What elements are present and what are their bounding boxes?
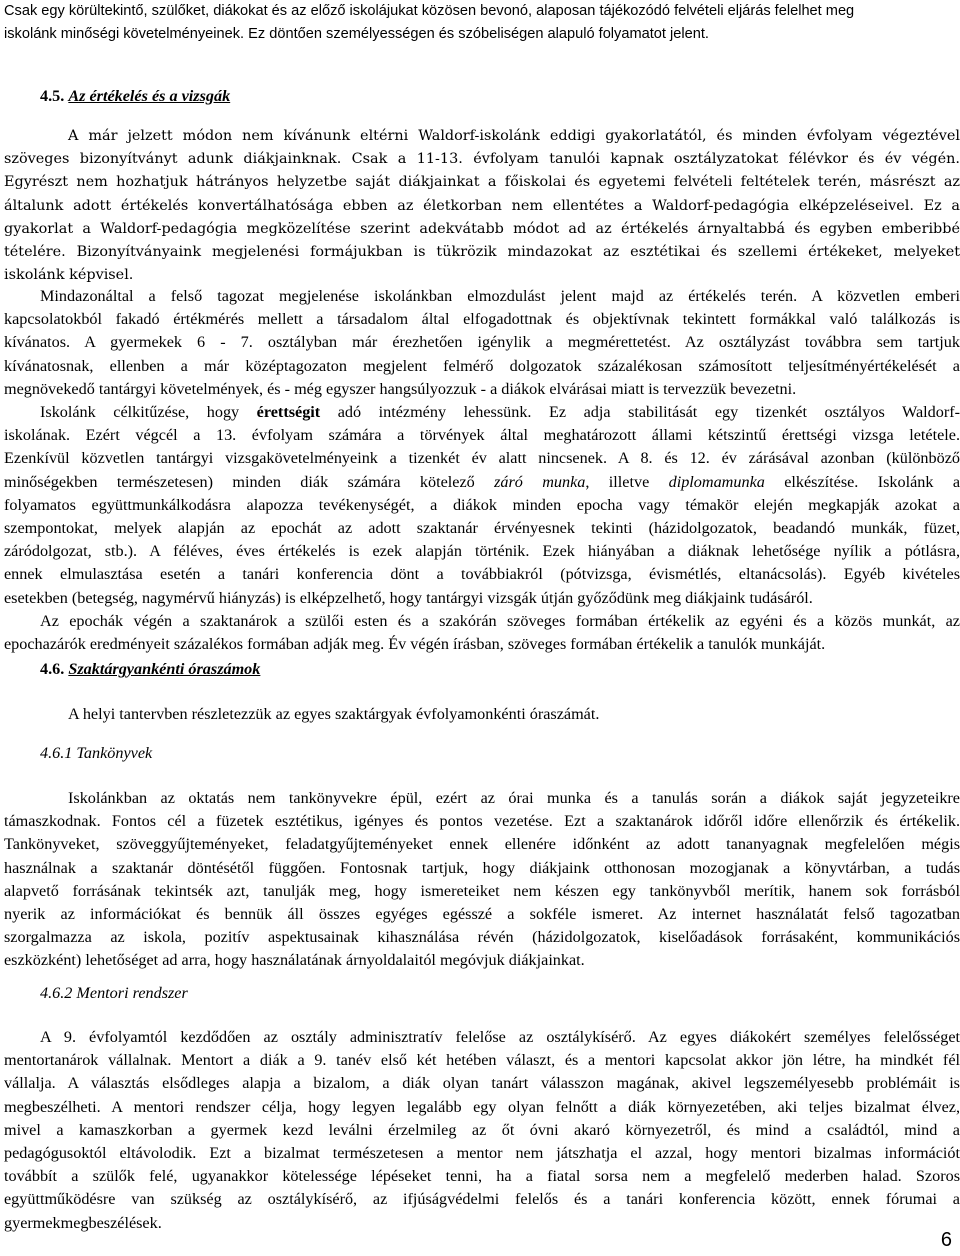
text-line: kívánatos. A gyermekek 6 - 7. osztályban már érezhetően igénylik a megmérettetést. Az osztályzást továbbra sem tartjuk: [4, 333, 960, 352]
section-4-5-paragraph-3: [4, 401, 960, 610]
section-number: 4.6.: [40, 660, 65, 678]
section-4-6-paragraph: [4, 703, 960, 726]
section-title: Az értékelés és a vizsgák: [68, 87, 231, 105]
text-line: Iskolánk célkitűzése, hogy érettségit adó intézmény lehessünk. Ez adja stabilitását egy tizenkét osztályos Waldorf-: [40, 403, 960, 421]
text-line: vállalja. A választás elsődleges alapja a bizalom, a diák olyan tanárt válasszon magának, akivel legszemélyesebb problémáit is: [4, 1074, 960, 1093]
text-line: epochazárók eredményeit százalékos formában adják meg. Év végén írásban, szöveges formában értékelik a tanulók munkáját.: [4, 635, 826, 654]
text-line: Egyrészt nem hozhatjuk hátrányos helyzetbe saját diákjainkat a főiskolai és egyetemi felvételi feltételek terén, másrészt az: [4, 174, 960, 191]
text-line: megbeszélheti. A mentori rendszer célja, hogy legyen legalább egy olyan felnőtt a diák környezetében, aki teljes bizalmat élvez,: [4, 1097, 960, 1116]
text-line: Ezenkívül közvetlen tantárgyi vizsgakövetelményeink a tizenkét év alatt nincsenek. A 8. és 12. év zárásával azonban (különböző: [4, 449, 960, 468]
text-line: szöveges bizonyítványt adunk diákjainknak. Csak a 11-13. évfolyam tanulói kapnak osztályzatokat félévkor és év végén.: [4, 151, 960, 168]
text-line: kapcsolatokból fakadó értékmérés mellett a társadalom által elfogadottnak és objektívnak tekintett formákkal való találkozás is: [4, 310, 960, 329]
text-line: Iskolánkban az oktatás nem tankönyvekre épül, ezért az órai munka és a tanulás során a diákok saját jegyzeteikre: [68, 789, 960, 807]
text-line: A helyi tantervben részletezzük az egyes szaktárgyak évfolyamonkénti óraszámát.: [68, 705, 600, 723]
text-line: gyermekmegbeszélések.: [4, 1213, 162, 1232]
section-4-6-1-paragraph: [4, 787, 960, 973]
text-line: Tankönyveket, szöveggyűjteményeket, feladatgyűjteményeket ennek ellenére időnként az adott tananyagnak megfelelően mégis: [4, 835, 960, 854]
text-line: megnövekedő tantárgyi követelmények, és - még egyszer hangsúlyozzuk - a diákok elvárásai miatt is tervezzük bevezetni.: [4, 379, 797, 398]
section-heading-4-6: [40, 658, 260, 681]
text-line: pedagógusoktól eltávolodik. Ezt a bizalmat természetesen a mentor nem játszhatja el azzal, hogy mentori bizalmas információt: [4, 1143, 960, 1162]
section-heading-4-6-1: [40, 742, 152, 765]
intro-paragraph: [4, 0, 960, 46]
section-heading-4-6-2: [40, 982, 188, 1005]
section-heading-4-5: [40, 85, 230, 108]
text-line: minőségekben természetesen) minden diák számára kötelező záró munka, illetve diplomamunka elkészítése. Iskolánk a: [4, 472, 960, 491]
text-line: esetekben (betegség, nagymérvű hiányzás) is elképzelhető, hogy tantárgyi vizsgák útján győződünk meg diákjaink tudásáról.: [4, 588, 813, 607]
text-line: iskolánk képvisel.: [4, 267, 134, 284]
section-title: Szaktárgyankénti óraszámok: [68, 660, 261, 678]
text-line: általunk adott értékelés konvertálhatósága ebben az életkorban nem ellentétes a Waldorf-pedagógia elképzeléseivel. Ez a: [4, 197, 960, 214]
text-line: iskolánk minőségi követelményeinek. Ez döntően személyességen és szóbeliségen alapuló folyamatot jelent.: [4, 26, 709, 43]
text-line: Mindazonáltal a felső tagozat megjelenése iskolánkban elmozdulást jelent majd az értékelés terén. A közvetlen emberi: [40, 287, 960, 305]
text-line: Az epochák végén a szaktanárok a szülői esten és a szakórán szöveges formában értékelik az egyéni és a közös munkát, az: [40, 612, 960, 630]
text-line: A már jelzett módon nem kívánunk eltérni Waldorf-iskolánk eddigi gyakorlatától, és minden évfolyam végeztével: [68, 128, 960, 144]
section-4-5-paragraph-4: [4, 610, 960, 656]
text-line: ennek elmulasztása esetén a tanári konferencia dönt a továbbiakról (pótvizsga, évismétlés, eltanácsolás). Egyéb kivételes: [4, 565, 960, 584]
text-line: gyakorlat a Waldorf-pedagógia megközelítése szerint adekvátabb módot ad az értékelés árnyaltabbá és egyben emberibbé: [4, 220, 960, 237]
text-line: iskolának. Ezért végcél a 13. évfolyam számára a törvények által meghatározott állami kétszintű érettségi vizsga letétele.: [4, 426, 960, 445]
text-line: együttműködésre van szükség az osztálykísérő, az ifjúságvédelmi felelős és a tanári konferencia között, ennek fórumai a: [4, 1190, 960, 1209]
text-line: Csak egy körültekintő, szülőket, diákokat és az előző iskolájukat közösen bevonó, alaposan tájékozódó felvételi eljárás felelhet meg: [4, 3, 855, 19]
text-line: nyerik az információkat és bennük áll összes egyéges egésszé a sokféle ismeret. Az internet használatát felső tagozatban: [4, 904, 960, 923]
text-line: záródolgozat, stb.). A féléves, éves értékelés is ezek alapján történik. Ezek hiányában a diáknak lehetősége nyílik a pótlásra,: [4, 542, 960, 561]
emphasis: záró munka: [494, 472, 586, 491]
text-line: támaszkodnak. Fontos cél a füzetek esztétikus, igényes és pontos vezetése. Ezt a szaktanárok időről időre ellenőrzik és értékelik.: [4, 812, 960, 831]
text-line: használnak a szaktanár döntésétől függően. Fontosnak tartjuk, hogy diákjaink otthonosan mozogjanak a könyvtárban, a tudás: [4, 858, 960, 877]
emphasis: diplomamunka: [668, 472, 765, 491]
text-line: kívánatosnak, ellenben a már középtagozaton megjelent felmérő dolgozatok százalékosan számosított teljesítményértékelését a: [4, 356, 960, 375]
text-line: továbbít a szülők felé, ugyanakkor kötelessége lépéseket tenni, ha a fiatal sorsa nem a megfelelő mederben halad. Szoros: [4, 1167, 960, 1186]
text-line: tételére. Bizonyítványaink megjelenési formájukban is tükrözik mindazokat az esztétikai és szellemi értékeket, melyeket: [4, 243, 960, 260]
text-line: A 9. évfolyamtól kezdődően az osztály adminisztratív felelőse az osztálykísérő. Az egyes diákokért személyes felelősséget: [40, 1028, 960, 1046]
text-line: mentortanárok vállalnak. Mentort a diák a 9. tanév első két hetében választ, és a mentori kapcsolat akkor jön létre, ha mindkét fél: [4, 1051, 960, 1070]
section-number: 4.5.: [40, 87, 65, 105]
text-line: folyamatos együttmunkálkodásra alapozza tevékenységét, a diákok minden epocha vagy témakör elején megkapják azokat a: [4, 495, 960, 514]
text-line: eszközként) lehetőséget ad arra, hogy használatának árnyoldalaitól megóvjuk diákjainkat.: [4, 951, 585, 970]
section-4-5-paragraph-2: [4, 285, 960, 401]
section-4-6-2-paragraph: [4, 1026, 960, 1235]
text-line: szempontokat, melyek alapján az epochát az adott szaktanár érvényesnek tekinti (házidolgozatok, beadandó munkák, füzet,: [4, 518, 960, 537]
section-4-5-paragraph-1: [4, 125, 960, 287]
text-line: szorgalmazza az iskola, pozitív aspektusainak kihasználása révén (házidolgozatok, kiselőadások forrásaként, kommunikációs: [4, 928, 960, 947]
page-number: 6: [940, 1228, 952, 1251]
text-line: mivel a kamaszkorban a gyermek kezd leválni érzelmileg az őt óvni akaró környezetről, és mind a családtól, mind a: [4, 1120, 960, 1139]
section-title: 4.6.1 Tankönyvek: [40, 744, 153, 762]
section-title: 4.6.2 Mentori rendszer: [40, 984, 188, 1002]
emphasis: érettségit: [256, 403, 321, 421]
text-line: alapvető forrásának tekintsék azt, tanulják meg, hogy ismereteiket nem készen egy tankönyvből merítik, hanem sok forrásból: [4, 881, 960, 900]
